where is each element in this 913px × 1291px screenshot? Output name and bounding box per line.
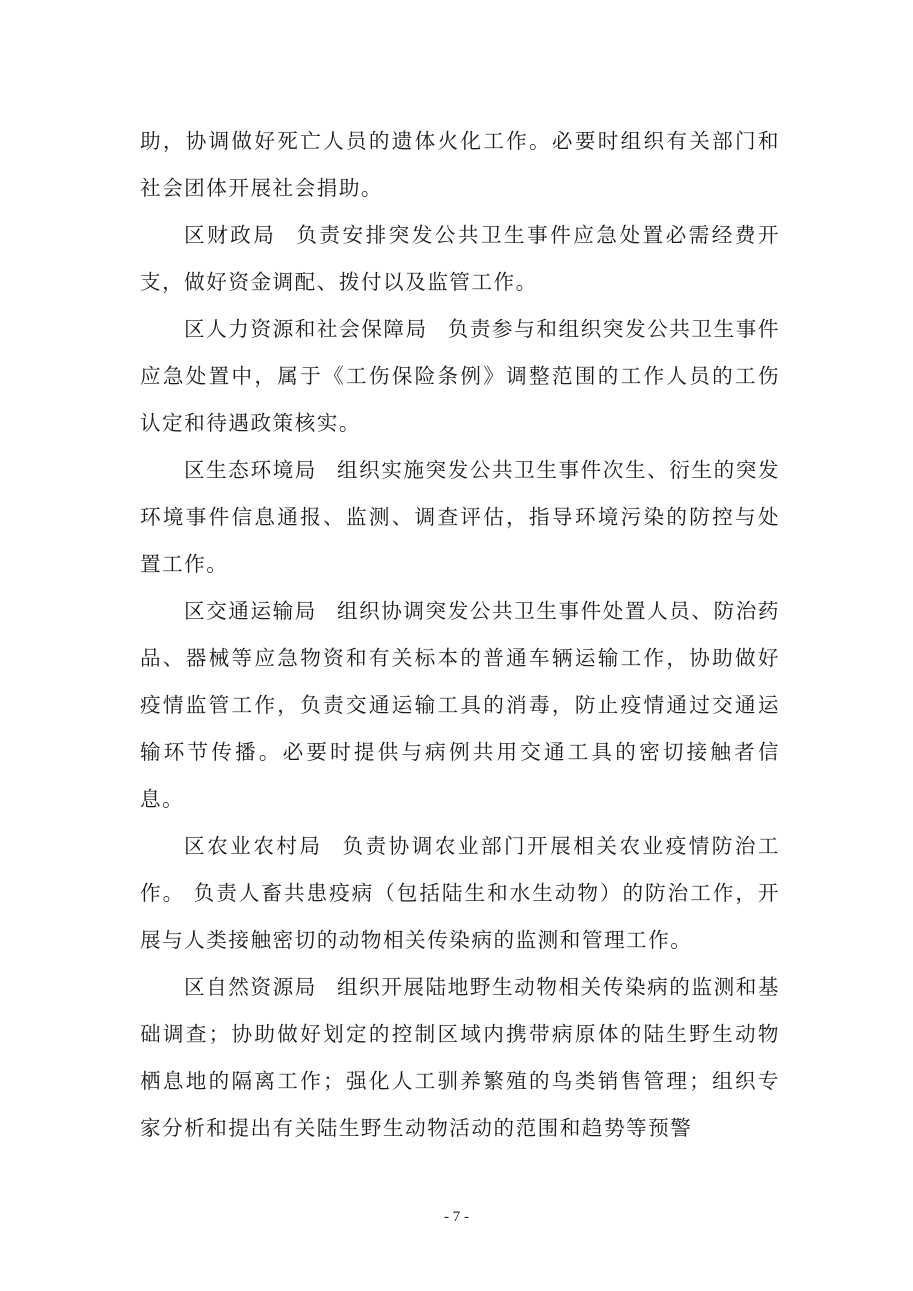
department-name: 区生态环境局	[184, 458, 317, 482]
paragraph-continuation	[140, 118, 780, 212]
paragraph-human-resources-bureau	[140, 306, 780, 447]
paragraph-agriculture-bureau	[140, 823, 780, 964]
document-body	[140, 118, 780, 1152]
paragraph-text: 组织实施突发公共卫生事件次生、衍生的突发环境事件信息通报、监测、调查评估，指导环境污染的防控与处置工作。	[140, 458, 780, 576]
paragraph-text: 负责参与和组织突发公共卫生事件应急处置中，属于《工伤保险条例》调整范围的工作人员的工伤认定和待遇政策核实。	[140, 317, 780, 435]
department-name: 区农业农村局	[184, 834, 323, 858]
paragraph-ecology-environment-bureau	[140, 447, 780, 588]
paragraph-text: 负责安排突发公共卫生事件应急处置必需经费开支，做好资金调配、拨付以及监管工作。	[140, 223, 781, 294]
paragraph-text: 组织协调突发公共卫生事件处置人员、防治药品、器械等应急物资和有关标本的普通车辆运输工作，协助做好疫情监管工作，负责交通运输工具的消毒，防止疫情通过交通运输环节传播。必要时提供与病例共用交通工具的密切接触者信息。	[140, 599, 780, 811]
department-name: 区自然资源局	[184, 975, 317, 999]
paragraph-text: 助，协调做好死亡人员的遗体火化工作。必要时组织有关部门和社会团体开展社会捐助。	[140, 129, 780, 200]
paragraph-finance-bureau	[140, 212, 780, 306]
paragraph-natural-resources-bureau	[140, 964, 780, 1152]
department-name: 区人力资源和社会保障局	[184, 317, 428, 341]
paragraph-text: 负责协调农业部门开展相关农业疫情防治工作。 负责人畜共患疫病（包括陆生和水生动物）的防治工作，开展与人类接触密切的动物相关传染病的监测和管理工作。	[140, 834, 781, 952]
page-number: - 7 -	[444, 1209, 469, 1225]
paragraph-transport-bureau	[140, 588, 780, 823]
department-name: 区交通运输局	[184, 599, 317, 623]
paragraph-text: 组织开展陆地野生动物相关传染病的监测和基础调查；协助做好划定的控制区域内携带病原体的陆生野生动物栖息地的隔离工作；强化人工驯养繁殖的鸟类销售管理；组织专家分析和提出有关陆生野生动物活动的范围和趋势等预警	[140, 975, 780, 1140]
department-name: 区财政局	[184, 223, 277, 247]
